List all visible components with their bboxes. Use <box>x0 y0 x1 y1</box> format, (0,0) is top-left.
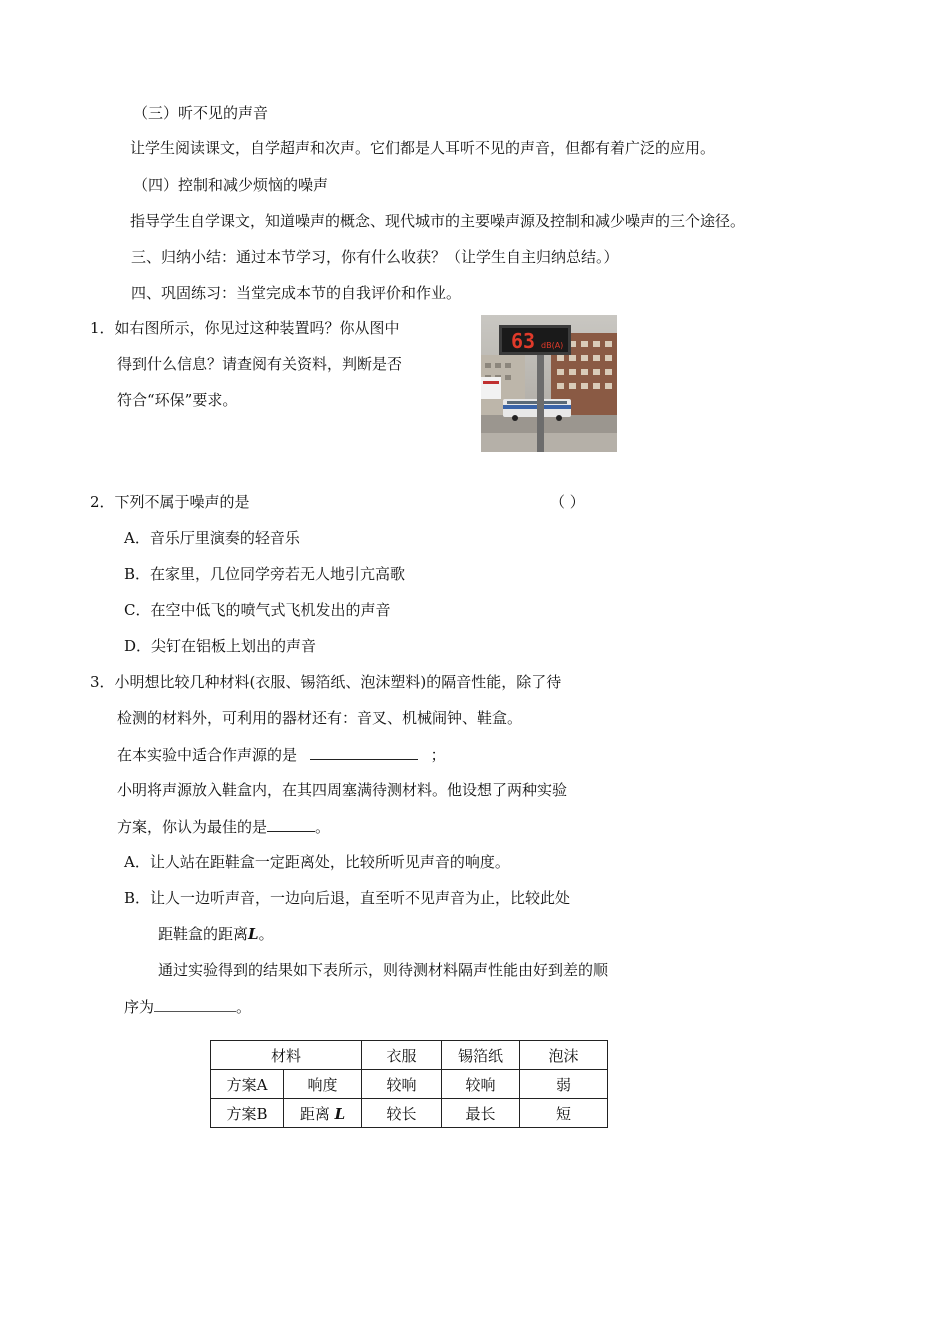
table-cell: 响度 <box>284 1070 362 1099</box>
table-cell: 方案B <box>211 1099 284 1128</box>
q3-line-5-end: 。 <box>315 818 331 836</box>
table-cell: 较响 <box>442 1070 520 1099</box>
q3-line-6: 通过实验得到的结果如下表所示，则待测材料隔声性能由好到差的顺 <box>158 961 609 979</box>
q2-option-b: B．在家里，几位同学旁若无人地引亢高歌 <box>124 565 406 583</box>
table-cell <box>284 1099 362 1128</box>
q1-line-3: 符合“环保”要求。 <box>117 391 238 409</box>
q2-option-c: C．在空中低飞的喷气式飞机发出的声音 <box>124 601 391 619</box>
table-distance-variable: L <box>334 1104 346 1123</box>
q3-sound-source-prompt: 在本实验中适合作声源的是 <box>117 746 298 764</box>
section4-text: 指导学生自学课文，知道噪声的概念、现代城市的主要噪声源及控制和减少噪声的三个途径。 <box>130 212 746 230</box>
noise-level-unit: dB(A) <box>541 341 564 350</box>
q3-best-plan-blank[interactable] <box>267 816 315 832</box>
q3-line-7-end: 。 <box>236 998 252 1016</box>
q3-line-7 <box>124 996 251 1017</box>
q3-line-5 <box>117 816 330 837</box>
table-cell: 较长 <box>362 1099 442 1128</box>
q2-answer-paren: （ ） <box>550 493 585 511</box>
table-cell: 较响 <box>362 1070 442 1099</box>
table-row <box>211 1099 608 1128</box>
practice-line: 四、巩固练习：当堂完成本节的自我评价和作业。 <box>131 284 462 302</box>
table-cell: 最长 <box>442 1099 520 1128</box>
q3-option-b-line-1: B．让人一边听声音，一边向后退，直至听不见声音为止，比较此处 <box>124 889 571 907</box>
q3-line-3 <box>117 744 446 765</box>
table-header-foil: 锡箔纸 <box>442 1041 520 1070</box>
q3-sound-source-blank[interactable] <box>310 744 418 760</box>
table-cell: 短 <box>520 1099 608 1128</box>
section4-heading: （四）控制和减少烦恼的噪声 <box>133 176 329 194</box>
q3-line-4: 小明将声源放入鞋盒内，在其四周塞满待测材料。他设想了两种实验 <box>117 781 568 799</box>
q3-option-b-text: 距鞋盒的距离 <box>158 925 249 943</box>
q1-line-2: 得到什么信息？请查阅有关资料，判断是否 <box>117 355 403 373</box>
results-table <box>210 1040 608 1128</box>
noise-level-readout: 63 <box>511 329 536 353</box>
table-cell-text: 距离 <box>299 1104 330 1123</box>
q3-option-b-end: 。 <box>258 925 274 943</box>
table-row <box>211 1041 608 1070</box>
summary-line: 三、归纳小结：通过本节学习，你有什么收获？（让学生自主归纳总结。） <box>131 248 619 266</box>
q3-order-blank[interactable] <box>154 996 236 1012</box>
q3-line-2: 检测的材料外，可利用的器材还有：音叉、机械闹钟、鞋盒。 <box>117 709 523 727</box>
q1-line-1: 1．如右图所示，你见过这种装置吗？你从图中 <box>90 319 400 337</box>
section3-text: 让学生阅读课文，自学超声和次声。它们都是人耳听不见的声音，但都有着广泛的应用。 <box>130 139 716 157</box>
q3-option-b-line-2 <box>158 924 274 944</box>
table-cell: 弱 <box>520 1070 608 1099</box>
q3-line-3-end: ； <box>430 746 446 764</box>
table-row <box>211 1070 608 1099</box>
table-header-material: 材料 <box>211 1041 362 1070</box>
q2-option-d: D．尖钉在铝板上划出的声音 <box>124 637 317 655</box>
table-header-foam: 泡沫 <box>520 1041 608 1070</box>
q3-option-a: A．让人站在距鞋盒一定距离处，比较所听见声音的响度。 <box>124 853 510 871</box>
table-cell: 方案A <box>211 1070 284 1099</box>
noise-monitor-photo <box>481 315 617 452</box>
q3-distance-variable: L <box>248 925 259 943</box>
noise-monitor-illustration <box>481 315 617 452</box>
section3-heading: （三）听不见的声音 <box>133 104 269 122</box>
q3-best-plan-prompt: 方案，你认为最佳的是 <box>117 818 268 836</box>
q3-line-1: 3．小明想比较几种材料(衣服、锡箔纸、泡沫塑料)的隔音性能，除了待 <box>90 673 562 691</box>
q2-option-a: A．音乐厅里演奏的轻音乐 <box>124 529 300 547</box>
q2-stem: 2．下列不属于噪声的是 <box>90 493 250 511</box>
q3-order-prompt: 序为 <box>124 998 155 1016</box>
table-header-clothes: 衣服 <box>362 1041 442 1070</box>
